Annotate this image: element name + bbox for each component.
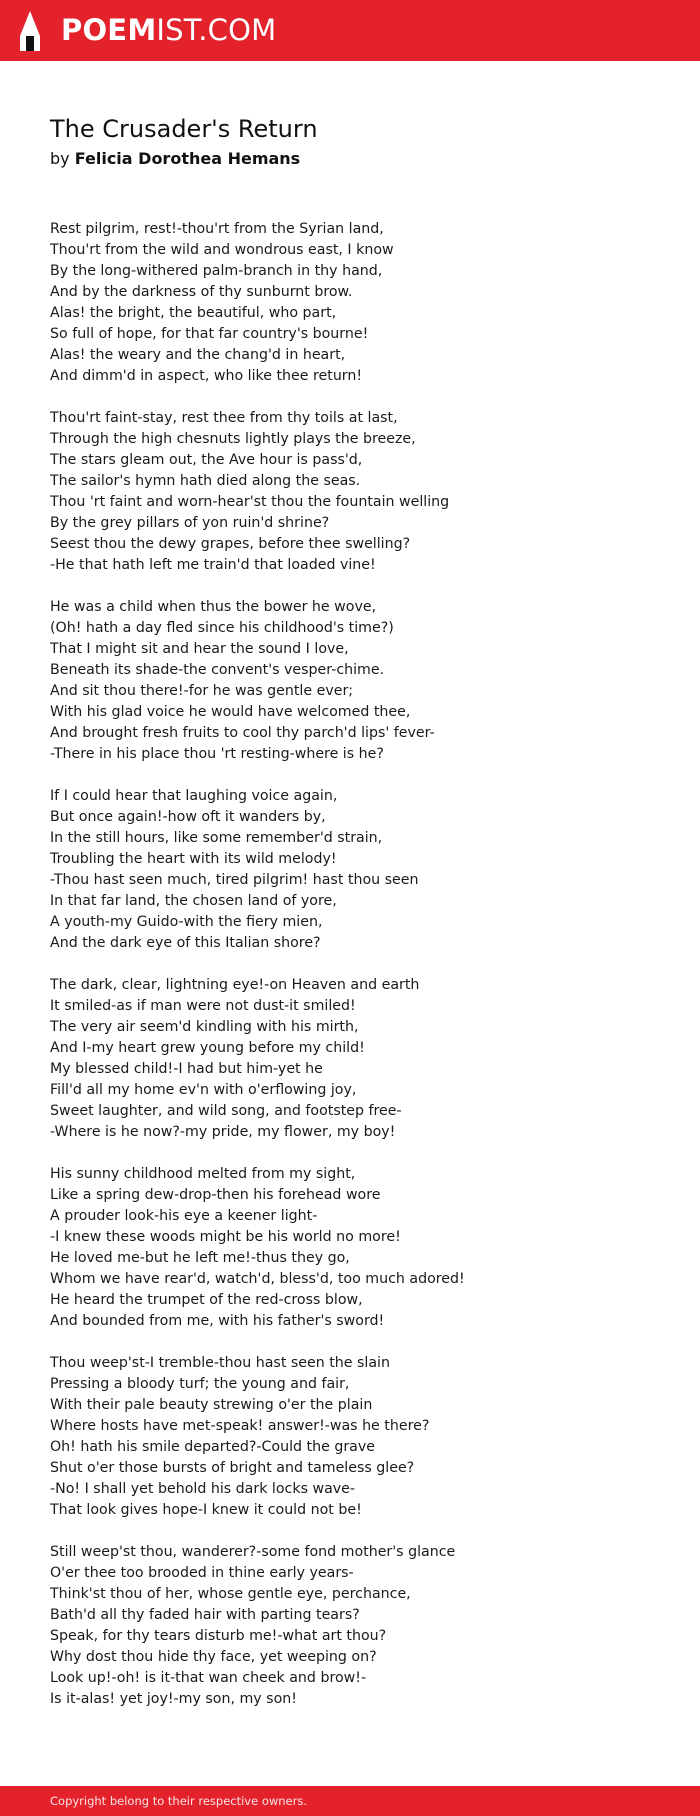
poem-stanza [50,1164,670,1332]
poem-line: And sit thou there!-for he was gentle ever; [50,683,354,699]
site-header [0,0,700,61]
poem-line: And I-my heart grew young before my child! [50,1040,365,1056]
poem-stanza [50,597,670,765]
poem-line: A prouder look-his eye a keener light- [50,1208,318,1224]
poem-line: Think'st thou of her, whose gentle eye, perchance, [50,1586,411,1602]
poem-line: -I knew these woods might be his world no more! [50,1229,401,1245]
poem-line: Troubling the heart with its wild melody! [50,851,337,867]
logo-text-light: IST.COM [156,13,277,47]
poem-stanza [50,408,670,576]
poem-line: In the still hours, like some remember'd strain, [50,830,383,846]
poem-stanza [50,1353,670,1521]
copyright-text: Copyright belong to their respective owners. [50,1794,308,1808]
poem-line: -There in his place thou 'rt resting-where is he? [50,746,384,762]
poem-line: Oh! hath his smile departed?-Could the grave [50,1439,375,1455]
poem-line: Speak, for thy tears disturb me!-what art thou? [50,1628,387,1644]
poem-line: And dimm'd in aspect, who like thee return! [50,368,363,384]
poem-line: Like a spring dew-drop-then his forehead wore [50,1187,381,1203]
poem-line: -Where is he now?-my pride, my flower, my boy! [50,1124,396,1140]
poem-stanza [50,1542,670,1710]
poem-line: Through the high chesnuts lightly plays the breeze, [50,431,416,447]
poem-line: Thou weep'st-I tremble-thou hast seen the slain [50,1355,390,1371]
by-label: by [50,149,70,168]
poem-line: Rest pilgrim, rest!-thou'rt from the Syrian land, [50,221,384,237]
poem-line: (Oh! hath a day fled since his childhood's time?) [50,620,394,636]
poem-line: By the long-withered palm-branch in thy hand, [50,263,383,279]
poem-line: Pressing a bloody turf; the young and fair, [50,1376,350,1392]
poem-line: Bath'd all thy faded hair with parting tears? [50,1607,360,1623]
poem-line: Thou'rt faint-stay, rest thee from thy toils at last, [50,410,398,426]
poem-byline [50,149,300,169]
poem-line: A youth-my Guido-with the fiery mien, [50,914,323,930]
poem-line: In that far land, the chosen land of yore, [50,893,337,909]
poem-line: Where hosts have met-speak! answer!-was he there? [50,1418,430,1434]
site-footer [0,1786,700,1816]
logo-text-strong: POEM [61,13,157,47]
poem-line: He loved me-but he left me!-thus they go, [50,1250,350,1266]
poem-body [50,219,670,1731]
poem-line: Look up!-oh! is it-that wan cheek and brow!- [50,1670,367,1686]
poem-line: And brought fresh fruits to cool thy parch'd lips' fever- [50,725,435,741]
poem-line: O'er thee too brooded in thine early years- [50,1565,354,1581]
poem-line: He was a child when thus the bower he wove, [50,599,377,615]
site-logo[interactable] [61,13,276,47]
poem-line: Thou'rt from the wild and wondrous east, I know [50,242,394,258]
poem-line: -Thou hast seen much, tired pilgrim! hast thou seen [50,872,419,888]
poem-line: Alas! the bright, the beautiful, who part, [50,305,337,321]
poem-line: Is it-alas! yet joy!-my son, my son! [50,1691,297,1707]
poem-line: Shut o'er those bursts of bright and tameless glee? [50,1460,415,1476]
poem-line: Seest thou the dewy grapes, before thee swelling? [50,536,411,552]
poem-line: Thou 'rt faint and worn-hear'st thou the fountain welling [50,494,450,510]
poem-line: Still weep'st thou, wanderer?-some fond mother's glance [50,1544,456,1560]
poem-line: With his glad voice he would have welcomed thee, [50,704,411,720]
poem-line: That I might sit and hear the sound I love, [50,641,349,657]
poem-line: And bounded from me, with his father's sword! [50,1313,385,1329]
poem-line: So full of hope, for that far country's bourne! [50,326,369,342]
poem-line: And by the darkness of thy sunburnt brow. [50,284,353,300]
poem-line: The stars gleam out, the Ave hour is pass'd, [50,452,363,468]
poem-line: His sunny childhood melted from my sight, [50,1166,356,1182]
poem-line: Whom we have rear'd, watch'd, bless'd, too much adored! [50,1271,465,1287]
poem-line: With their pale beauty strewing o'er the plain [50,1397,373,1413]
poem-line: The sailor's hymn hath died along the seas. [50,473,361,489]
poem-line: By the grey pillars of yon ruin'd shrine? [50,515,330,531]
poem-stanza [50,786,670,954]
poem-line: It smiled-as if man were not dust-it smiled! [50,998,356,1014]
poem-line: Why dost thou hide thy face, yet weeping on? [50,1649,377,1665]
poem-line: If I could hear that laughing voice again, [50,788,338,804]
pen-nib-icon[interactable] [17,10,43,52]
poem-line: The very air seem'd kindling with his mirth, [50,1019,359,1035]
poem-title: The Crusader's Return [50,115,318,143]
poem-stanza [50,975,670,1143]
poem-author: Felicia Dorothea Hemans [74,149,301,168]
poem-stanza [50,219,670,387]
poem-line: Alas! the weary and the chang'd in heart, [50,347,346,363]
poem-line: That look gives hope-I knew it could not be! [50,1502,362,1518]
poem-line: -He that hath left me train'd that loaded vine! [50,557,376,573]
poem-line: Beneath its shade-the convent's vesper-chime. [50,662,385,678]
poem-line: Sweet laughter, and wild song, and footstep free- [50,1103,402,1119]
poem-line: He heard the trumpet of the red-cross blow, [50,1292,363,1308]
poem-line: Fill'd all my home ev'n with o'erflowing joy, [50,1082,357,1098]
poem-line: But once again!-how oft it wanders by, [50,809,326,825]
poem-line: -No! I shall yet behold his dark locks wave- [50,1481,356,1497]
poem-line: And the dark eye of this Italian shore? [50,935,321,951]
poem-line: My blessed child!-I had but him-yet he [50,1061,323,1077]
poem-line: The dark, clear, lightning eye!-on Heaven and earth [50,977,420,993]
